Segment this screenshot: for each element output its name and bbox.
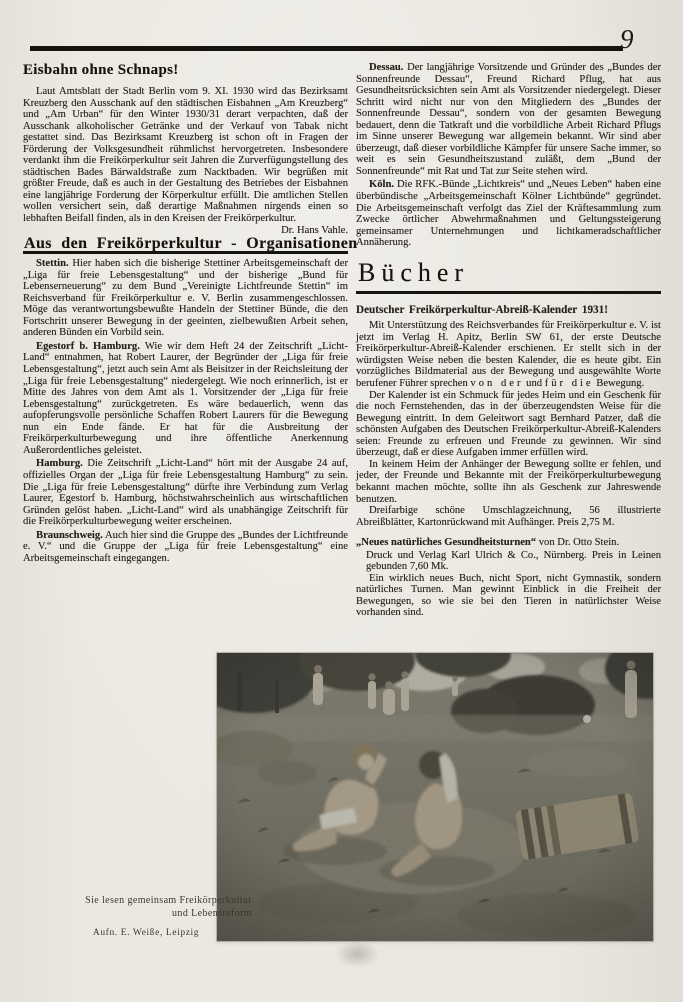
calendar-paragraph-4: Dreifarbige schöne Umschlagzeichnung, 56 illustrierte Abreißblätter, Kartonrückwand mit Aufhänger. Preis 2,75 M. bbox=[356, 505, 661, 528]
org-item-dessau bbox=[356, 62, 661, 177]
org-label: Hamburg. bbox=[36, 458, 83, 470]
article-eisbahn-text: Laut Amtsblatt der Stadt Berlin vom 9. XI. 1930 wird das Bezirksamt Kreuzberg den Ausschank auf den städtischen Eisbahnen „Am Kreuzberg“ und „Am Urban“ für den Winter 1930/31 derart verpachten, daß der Ausschank alkoholischer Getränke und der Verkauf von Tabak nicht gestattet sind. Das Bezirksamt Kreuzberg ist schon oft in Fragen der Förderung der Volksgesundheit rühmlichst hervorgetreten. Insbesondere verdankt ihm die Freikörperkultur seit Jahren die Zurverfügungstellung des städtischen Bades Bärwaldstraße zum Nacktbaden. Wir begrüßen mit größter Freude, daß es auch in der Gestaltung des Betriebes der Eisbahnen eine langjährige Forderung der Körperkultur erfüllt. Die amtlichen Stellen wollen versichert sein, daß derartige Maßnahmen nirgends einen so lebhaften Beifall finden, als in den Kreisen der Freikörperkultur. bbox=[23, 86, 348, 225]
org-label: Stettin. bbox=[36, 258, 69, 270]
section-heading-buecher: Bücher bbox=[356, 258, 661, 294]
calendar-p1-text: Bewegung. bbox=[593, 378, 645, 390]
header-rule bbox=[30, 46, 623, 51]
org-text: Die RFK.-Bünde „Lichtkreis“ und „Neues Leben“ haben eine überbündische „Arbeitsgemeinschaft Kölner Lichtbünde“ gegründet. Die Arbeitsgemeinschaft verfolgt das Ziel der Kräftesammlung zum Zwecke örtlicher Abwehrmaßnahmen und Geltungssteigerung gemeinsamer Unternehmungen und lichtkameradschaftlicher Annäherung. bbox=[356, 179, 661, 249]
photo-credit: Aufn. E. Weiße, Leipzig bbox=[92, 928, 200, 938]
scan-smudge bbox=[335, 940, 380, 968]
org-item-egestorf bbox=[23, 341, 348, 456]
org-text: Hier haben sich die bisherige Stettiner Arbeitsgemeinschaft der „Liga für freie Lebensgestaltung“ und der bisherige „Bund für Lebenserneuerung“ zu dem Bund „Vereinigte Lichtfreunde Stettin“ im Reichsverband für Freikörperkultur e. V. Berlin zusammengeschlossen. Möge das verantwortungsbewußte Handeln der Stettiner Bünde, die den Fortschritt unserer Bewegung in der geeinten, zielbewußten Arbeit sehen, anderen Bünden ein Vorbild sein. bbox=[23, 258, 348, 339]
article-eisbahn-body bbox=[23, 86, 348, 236]
org-item-hamburg bbox=[23, 458, 348, 527]
org-item-stettin bbox=[23, 258, 348, 339]
article-title-eisbahn: Eisbahn ohne Schnaps! bbox=[23, 62, 179, 78]
org-text: Auch hier sind die Gruppe des „Bundes der Lichtfreunde e. V.“ und die Gruppe der „Liga für freie Lebensgestaltung“ eine Arbeitsgemeinschaft eingegangen. bbox=[23, 529, 348, 564]
calendar-p1-text: und bbox=[523, 378, 545, 390]
book-title: „Neues natürliches Gesundheitsturnen“ bbox=[356, 537, 537, 549]
article-signature: Dr. Hans Vahle. bbox=[281, 224, 348, 236]
calendar-p1-emphasis-b: für die bbox=[544, 378, 594, 390]
page-number: 9 bbox=[620, 24, 635, 54]
right-column bbox=[356, 62, 661, 619]
book-publisher-line: Druck und Verlag Karl Ulrich & Co., Nürnberg. Preis in Leinen gebunden 7,60 Mk. bbox=[366, 549, 661, 573]
calendar-paragraph-1 bbox=[356, 320, 661, 389]
calendar-p1-text: Mit Unterstützung des Reichsverbandes für Freikörperkultur e. V. ist jetzt im Verlag H. Apitz, Berlin SW 61, der erste Deutsche Freikörperkultur-Abreiß-Kalender erschienen. Er stellt sich in der würdigsten Weise neben die besten Kalender, die es heute gibt. Ein vorzügliches Bildmaterial aus der Bewegung und ausgewählte Worte berufener Führer sprechen bbox=[356, 320, 661, 390]
org-label: Köln. bbox=[369, 179, 395, 191]
section-heading-organisationen: Aus den Freikörperkultur - Organisationen bbox=[23, 238, 348, 255]
org-label: Dessau. bbox=[369, 62, 404, 73]
book-review-text: Ein wirklich neues Buch, nicht Sport, nicht Gymnastik, sondern natürliches Turnen. Man gewinnt Einblick in die Freiheit der Bewegungen, so wie sie bei den Tieren in natürlichster Weise vorhanden sind. bbox=[356, 572, 661, 619]
left-column bbox=[23, 62, 358, 564]
org-label: Egestorf b. Hamburg. bbox=[36, 340, 140, 352]
book-title-author: von Dr. Otto Stein. bbox=[536, 537, 620, 549]
org-text: Der langjährige Vorsitzende und Gründer des „Bundes der Sonnenfreunde Dessau“, Freund Richard Pflug, hat aus Gesundheitsrücksichten sein Amt als Vorsitzender niedergelegt. Dieser Schritt wird nicht nur von den Mitgliedern des „Bundes der Sonnenfreunde Dessau“, sondern von der gesamten Bewegung bedauert, denn die Tatkraft und die vorbildliche Arbeit Richard Pflugs im Sinne unserer Bewegung war allgemein bekannt. Wir sind aber überzeugt, daß dieser vorbildliche Kämpfer für unsere Sache immer, so weit es sein Gesundheitszustand zuläßt, dem „Bund der Sonnenfreunde“ mit Rat und Tat zur Seite stehen wird. bbox=[356, 62, 661, 177]
photo-meadow-readers bbox=[217, 653, 653, 941]
org-label: Braunschweig. bbox=[36, 529, 103, 541]
book-review-title bbox=[356, 537, 661, 549]
caption-line-1: Sie lesen gemeinsam Freikörperkultur bbox=[85, 895, 252, 906]
org-item-braunschweig bbox=[23, 530, 348, 565]
org-item-koeln bbox=[356, 179, 661, 248]
org-text: Die Zeitschrift „Licht-Land“ hört mit der Ausgabe 24 auf, offizielles Organ der „Liga für freie Lebensgestaltung Hamburg“ zu sein. Die „Liga für freie Lebensgestaltung“ dürfte ihre Verbindung zum Verlag Laurer, Egestorf b. Hamburg, höchstwahrscheinlich aus wirtschaftlichen Gründen gelöst haben. „Licht-Land“ wird als unabhängige Zeitschrift für die Freikörperkulturbewegung weiter erscheinen. bbox=[23, 458, 348, 528]
photo-caption bbox=[40, 895, 252, 940]
caption-line-2: und Lebensreform bbox=[172, 907, 252, 919]
calendar-paragraph-2: Der Kalender ist ein Schmuck für jedes Heim und ein Geschenk für die noch Fernstehenden, das in der überzeugendsten Weise für die Bewegung eintritt. In dem Geleitwort sagt Bernhard Patzer, daß die schönsten Aufgaben des Deutschen Freikörperkultur-Abreiß-Kalenders seien: Freunde zu erfreuen und Freunde zu gewinnen. Wir sind überzeugt, daß er diese Aufgaben immer erfüllen wird. bbox=[356, 389, 661, 459]
org-text: Wie wir dem Heft 24 der Zeitschrift „Licht-Land“ entnahmen, hat Robert Laurer, der Begründer der „Liga für freie Lebensgestaltung“, jetzt auch sein Amt als Beisitzer in der Reichsleitung der „Liga für freie Lebensgestaltung“ niedergelegt. Wie noch erinnerlich, ist er Mitte des Jahres von dem Amt als 1. Vorsitzender der „Liga für freie Lebensgestaltung“ zurückgetreten. Es wäre bedauerlich, wenn das aufopferungsvolle persönliche Schaffen Robert Laurers für die Bewegung nun ein Ende fände. Er hat für die Ausbreitung der Freikörperkulturbewegung und ihre öffentliche Anerkennung Außerordentliches geleistet. bbox=[23, 340, 348, 456]
calendar-review-title: Deutscher Freikörperkultur-Abreiß-Kalender 1931! bbox=[356, 303, 608, 316]
photo-illustration bbox=[217, 653, 653, 941]
calendar-paragraph-3: In keinem Heim der Anhänger der Bewegung sollte er fehlen, und jeder, der Freunde und Bekannte mit der Freikörperkulturbewegung bekannt machen möchte, sollte ihn als Geschenk zur Jahreswende benutzen. bbox=[356, 458, 661, 505]
calendar-p1-emphasis-a: von der bbox=[470, 378, 524, 390]
